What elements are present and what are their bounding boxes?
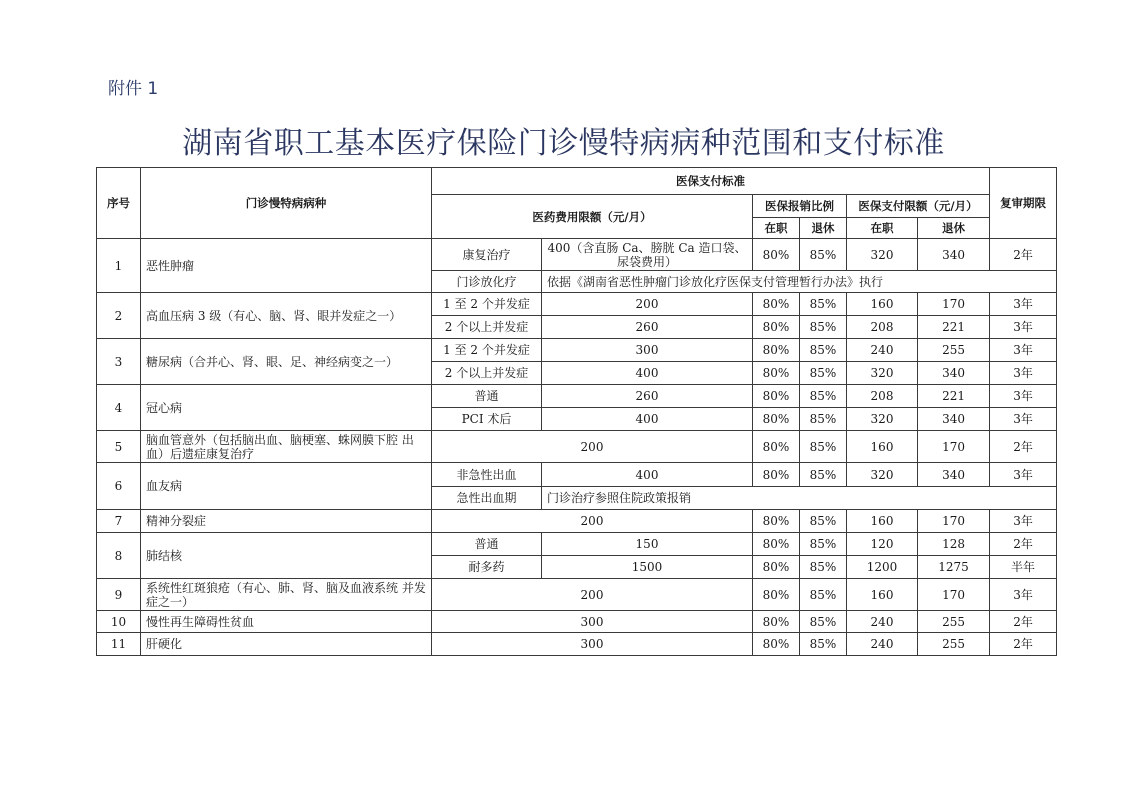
ratio-retired: 85% xyxy=(800,239,847,271)
ratio-retired: 85% xyxy=(800,316,847,339)
ratio-employed: 80% xyxy=(753,408,800,431)
ratio-employed: 80% xyxy=(753,611,800,633)
ratio-retired: 85% xyxy=(800,431,847,463)
ratio-retired: 85% xyxy=(800,463,847,487)
review-period: 2年 xyxy=(990,239,1057,271)
disease-name: 恶性肿瘤 xyxy=(141,239,432,293)
ratio-employed: 80% xyxy=(753,239,800,271)
quota-employed: 240 xyxy=(847,611,918,633)
disease-name: 系统性红斑狼疮（有心、肺、肾、脑及血液系统 并发症之一） xyxy=(141,579,432,611)
quota-retired: 170 xyxy=(918,510,990,533)
quota-employed: 160 xyxy=(847,579,918,611)
header-row xyxy=(97,168,1057,195)
row-no: 3 xyxy=(97,339,141,385)
cost-limit: 200 xyxy=(432,579,753,611)
ratio-retired: 85% xyxy=(800,362,847,385)
review-period: 3年 xyxy=(990,362,1057,385)
disease-name: 糖尿病（合并心、肾、眼、足、神经病变之一） xyxy=(141,339,432,385)
ratio-employed: 80% xyxy=(753,633,800,656)
review-period: 2年 xyxy=(990,431,1057,463)
cost-limit: 300 xyxy=(432,611,753,633)
disease-name: 冠心病 xyxy=(141,385,432,431)
ratio-employed: 80% xyxy=(753,293,800,316)
ratio-retired: 85% xyxy=(800,533,847,556)
table-row xyxy=(97,293,1057,316)
quota-retired: 170 xyxy=(918,293,990,316)
quota-employed: 160 xyxy=(847,431,918,463)
header-no: 序号 xyxy=(97,168,141,239)
ratio-retired: 85% xyxy=(800,556,847,579)
header-review: 复审期限 xyxy=(990,168,1057,239)
ratio-retired: 85% xyxy=(800,611,847,633)
sub-type: 康复治疗 xyxy=(432,239,542,271)
ratio-employed: 80% xyxy=(753,362,800,385)
ratio-employed: 80% xyxy=(753,533,800,556)
policy-note: 依据《湖南省恶性肿瘤门诊放化疗医保支付管理暂行办法》执行 xyxy=(542,271,1057,293)
review-period: 3年 xyxy=(990,408,1057,431)
quota-retired: 221 xyxy=(918,385,990,408)
ratio-retired: 85% xyxy=(800,633,847,656)
header-retired-quota: 退休 xyxy=(918,218,990,239)
table-row xyxy=(97,633,1057,656)
review-period: 2年 xyxy=(990,533,1057,556)
ratio-employed: 80% xyxy=(753,385,800,408)
table-row xyxy=(97,463,1057,487)
disease-name: 肺结核 xyxy=(141,533,432,579)
disease-name: 高血压病 3 级（有心、脑、肾、眼并发症之一） xyxy=(141,293,432,339)
header-ratio: 医保报销比例 xyxy=(753,195,847,218)
row-no: 8 xyxy=(97,533,141,579)
cost-limit: 260 xyxy=(542,316,753,339)
row-no: 11 xyxy=(97,633,141,656)
quota-retired: 128 xyxy=(918,533,990,556)
quota-employed: 160 xyxy=(847,293,918,316)
header-standard: 医保支付标准 xyxy=(432,168,990,195)
quota-employed: 240 xyxy=(847,633,918,656)
quota-retired: 340 xyxy=(918,463,990,487)
cost-limit: 400（含直肠 Ca、膀胱 Ca 造口袋、尿袋费用） xyxy=(542,239,753,271)
review-period: 3年 xyxy=(990,293,1057,316)
row-no: 4 xyxy=(97,385,141,431)
row-no: 10 xyxy=(97,611,141,633)
table-row xyxy=(97,239,1057,271)
row-no: 2 xyxy=(97,293,141,339)
disease-name: 精神分裂症 xyxy=(141,510,432,533)
quota-employed: 1200 xyxy=(847,556,918,579)
quota-employed: 320 xyxy=(847,239,918,271)
disease-name: 血友病 xyxy=(141,463,432,510)
ratio-employed: 80% xyxy=(753,510,800,533)
table-row xyxy=(97,431,1057,463)
quota-employed: 208 xyxy=(847,385,918,408)
table-row xyxy=(97,579,1057,611)
quota-retired: 255 xyxy=(918,633,990,656)
review-period: 半年 xyxy=(990,556,1057,579)
ratio-retired: 85% xyxy=(800,579,847,611)
table-row xyxy=(97,510,1057,533)
table-row xyxy=(97,385,1057,408)
review-period: 3年 xyxy=(990,463,1057,487)
row-no: 9 xyxy=(97,579,141,611)
quota-employed: 208 xyxy=(847,316,918,339)
cost-limit: 200 xyxy=(542,293,753,316)
cost-limit: 150 xyxy=(542,533,753,556)
sub-type: 1 至 2 个并发症 xyxy=(432,293,542,316)
quota-employed: 320 xyxy=(847,463,918,487)
cost-limit: 400 xyxy=(542,463,753,487)
cost-limit: 300 xyxy=(542,339,753,362)
header-employed: 在职 xyxy=(753,218,800,239)
sub-type: 门诊放化疗 xyxy=(432,271,542,293)
review-period: 3年 xyxy=(990,385,1057,408)
header-retired: 退休 xyxy=(800,218,847,239)
header-employed-quota: 在职 xyxy=(847,218,918,239)
row-no: 6 xyxy=(97,463,141,510)
quota-retired: 340 xyxy=(918,408,990,431)
quota-employed: 320 xyxy=(847,362,918,385)
sub-type: 2 个以上并发症 xyxy=(432,362,542,385)
sub-type: 2 个以上并发症 xyxy=(432,316,542,339)
payment-standard-table xyxy=(96,167,1057,656)
policy-note: 门诊治疗参照住院政策报销 xyxy=(542,487,1057,510)
sub-type: 非急性出血 xyxy=(432,463,542,487)
review-period: 3年 xyxy=(990,316,1057,339)
quota-retired: 1275 xyxy=(918,556,990,579)
row-no: 1 xyxy=(97,239,141,293)
disease-name: 脑血管意外（包括脑出血、脑梗塞、蛛网膜下腔 出血）后遗症康复治疗 xyxy=(141,431,432,463)
sub-type: 急性出血期 xyxy=(432,487,542,510)
ratio-employed: 80% xyxy=(753,339,800,362)
sub-type: 普通 xyxy=(432,533,542,556)
quota-retired: 255 xyxy=(918,339,990,362)
quota-employed: 160 xyxy=(847,510,918,533)
ratio-retired: 85% xyxy=(800,510,847,533)
attachment-label: 附件 1 xyxy=(108,79,159,99)
quota-employed: 320 xyxy=(847,408,918,431)
ratio-employed: 80% xyxy=(753,579,800,611)
review-period: 2年 xyxy=(990,633,1057,656)
quota-retired: 170 xyxy=(918,579,990,611)
sub-type: 普通 xyxy=(432,385,542,408)
disease-name: 慢性再生障碍性贫血 xyxy=(141,611,432,633)
quota-retired: 170 xyxy=(918,431,990,463)
review-period: 3年 xyxy=(990,579,1057,611)
quota-retired: 340 xyxy=(918,239,990,271)
quota-retired: 255 xyxy=(918,611,990,633)
quota-employed: 240 xyxy=(847,339,918,362)
table-row xyxy=(97,533,1057,556)
quota-retired: 221 xyxy=(918,316,990,339)
row-no: 7 xyxy=(97,510,141,533)
ratio-retired: 85% xyxy=(800,385,847,408)
cost-limit: 400 xyxy=(542,408,753,431)
cost-limit: 200 xyxy=(432,431,753,463)
review-period: 3年 xyxy=(990,339,1057,362)
ratio-employed: 80% xyxy=(753,463,800,487)
ratio-employed: 80% xyxy=(753,556,800,579)
row-no: 5 xyxy=(97,431,141,463)
ratio-employed: 80% xyxy=(753,316,800,339)
quota-employed: 120 xyxy=(847,533,918,556)
cost-limit: 1500 xyxy=(542,556,753,579)
cost-limit: 400 xyxy=(542,362,753,385)
cost-limit: 260 xyxy=(542,385,753,408)
cost-limit: 200 xyxy=(432,510,753,533)
quota-retired: 340 xyxy=(918,362,990,385)
header-limit: 医药费用限额（元/月） xyxy=(432,195,753,239)
cost-limit: 300 xyxy=(432,633,753,656)
sub-type: PCI 术后 xyxy=(432,408,542,431)
table-row xyxy=(97,611,1057,633)
sub-type: 1 至 2 个并发症 xyxy=(432,339,542,362)
header-disease: 门诊慢特病病种 xyxy=(141,168,432,239)
review-period: 2年 xyxy=(990,611,1057,633)
ratio-retired: 85% xyxy=(800,293,847,316)
sub-type: 耐多药 xyxy=(432,556,542,579)
page-title: 湖南省职工基本医疗保险门诊慢特病病种范围和支付标准 xyxy=(182,126,945,161)
review-period: 3年 xyxy=(990,510,1057,533)
table-row xyxy=(97,339,1057,362)
ratio-retired: 85% xyxy=(800,339,847,362)
disease-name: 肝硬化 xyxy=(141,633,432,656)
ratio-employed: 80% xyxy=(753,431,800,463)
ratio-retired: 85% xyxy=(800,408,847,431)
header-quota: 医保支付限额（元/月） xyxy=(847,195,990,218)
